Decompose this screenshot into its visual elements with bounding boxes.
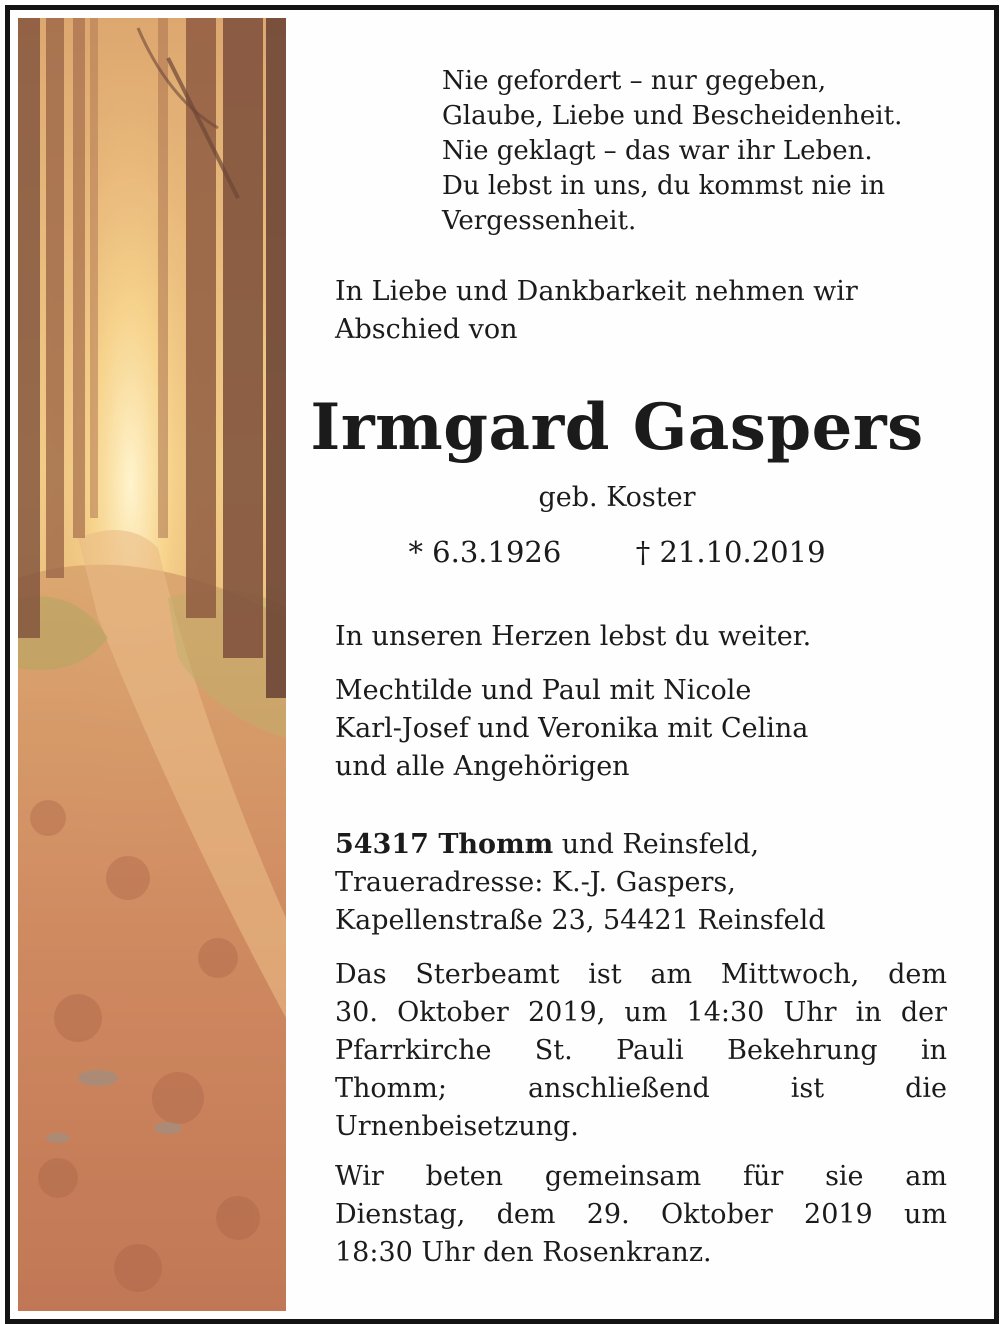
remembrance-line: In unseren Herzen lebst du weiter. — [335, 621, 812, 652]
life-dates — [292, 535, 942, 569]
address-line: Kapellenstraße 23, 54421 Reinsfeld — [335, 905, 826, 936]
service-line: Pfarrkirche St. Pauli Bekehrung in — [335, 1035, 947, 1066]
service-line: 30. Oktober 2019, um 14:30 Uhr in der — [335, 997, 947, 1028]
rosary-line: Wir beten gemeinsam für sie am — [335, 1161, 947, 1192]
rosary-line: 18:30 Uhr den Rosenkranz. — [335, 1237, 712, 1268]
service-line: Thomm; anschließend ist die — [335, 1073, 947, 1104]
birth-name: geb. Koster — [538, 482, 696, 513]
intro-line: Abschied von — [335, 314, 518, 345]
poem-line: Glaube, Liebe und Bescheidenheit. — [442, 101, 903, 131]
obituary-frame — [5, 5, 999, 1324]
address-line — [335, 826, 759, 864]
address-place-bold: 54317 Thomm — [335, 829, 554, 860]
death-date: † 21.10.2019 — [635, 535, 826, 569]
poem-line: Nie geklagt – das war ihr Leben. — [442, 136, 873, 166]
obituary-text — [10, 10, 994, 1319]
birth-date: * 6.3.1926 — [408, 535, 562, 569]
address-line: Traueradresse: K.-J. Gaspers, — [335, 867, 736, 898]
rosary-line: Dienstag, dem 29. Oktober 2019 um — [335, 1199, 947, 1230]
mourner-line: Mechtilde und Paul mit Nicole — [335, 675, 752, 706]
mourner-line: Karl-Josef und Veronika mit Celina — [335, 713, 809, 744]
service-line: Urnenbeisetzung. — [335, 1111, 579, 1142]
address-place-rest: und Reinsfeld, — [553, 829, 760, 860]
mourner-line: und alle Angehörigen — [335, 751, 630, 782]
intro-line: In Liebe und Dankbarkeit nehmen wir — [335, 276, 858, 307]
poem-line: Du lebst in uns, du kommst nie in — [442, 171, 886, 201]
poem-line: Nie gefordert – nur gegeben, — [442, 66, 827, 96]
poem-line: Vergessenheit. — [442, 206, 637, 236]
deceased-name: Irmgard Gaspers — [310, 390, 924, 465]
service-line: Das Sterbeamt ist am Mittwoch, dem — [335, 959, 947, 990]
service-paragraph — [335, 956, 947, 1146]
rosary-paragraph — [335, 1158, 947, 1272]
